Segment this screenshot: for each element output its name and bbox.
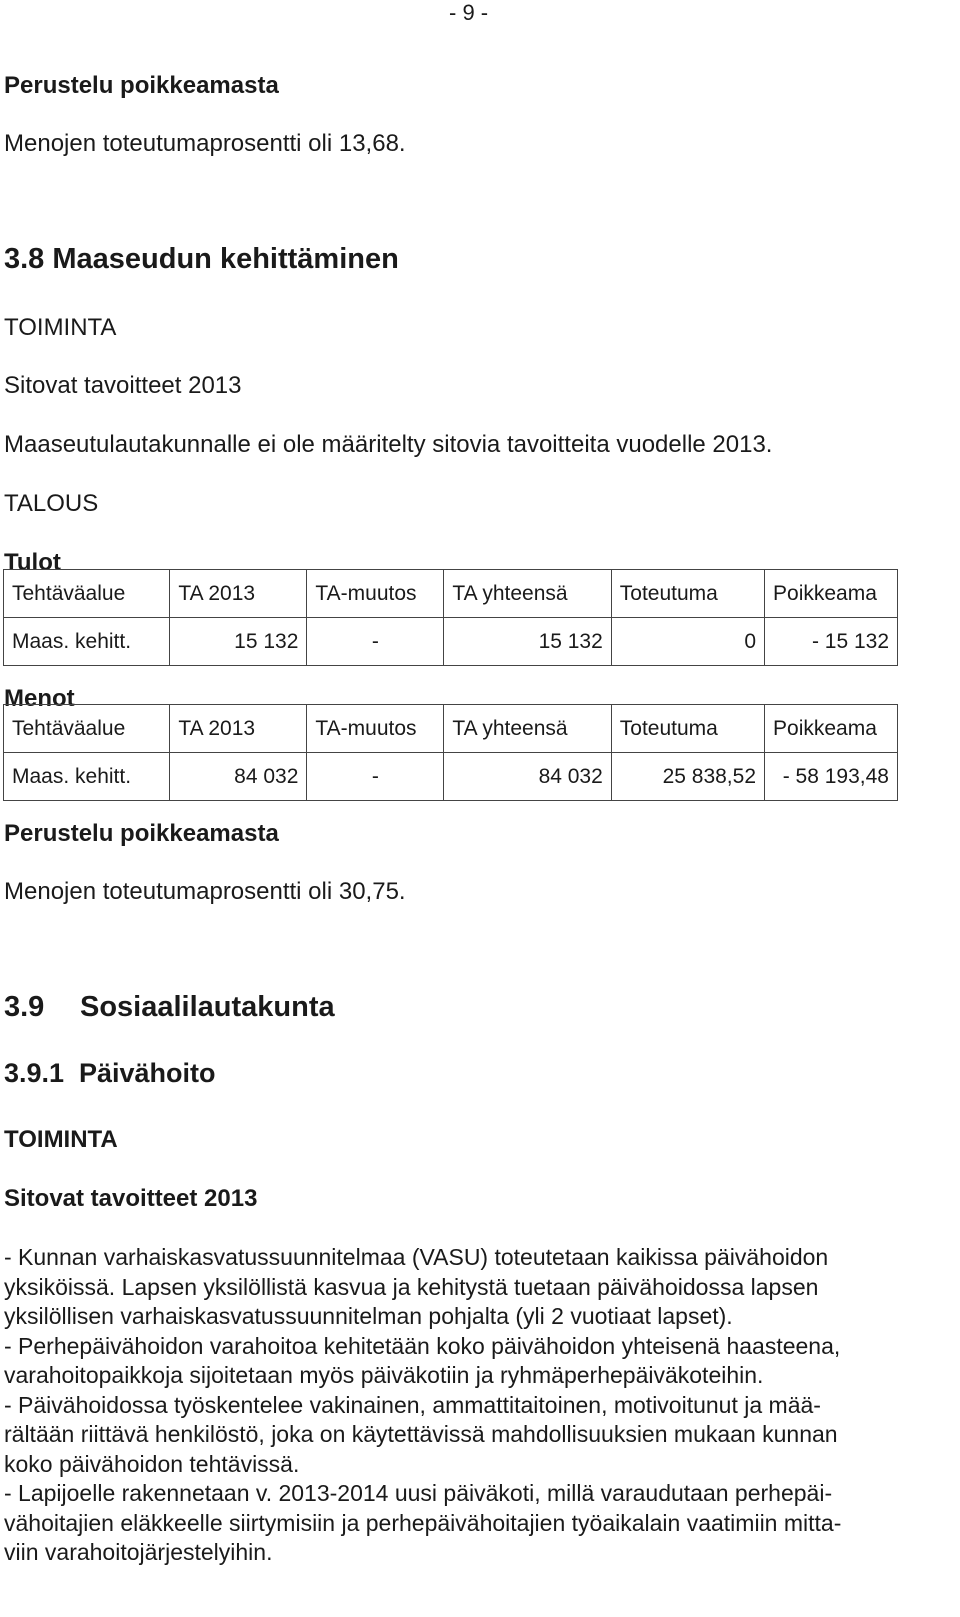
header-cell: Poikkeama <box>765 705 898 753</box>
goals-paragraph <box>4 1243 924 1568</box>
header-cell: TA yhteensä <box>444 570 611 618</box>
section-3-9-number: 3.9 <box>4 991 45 1023</box>
tulot-table <box>3 569 898 666</box>
text-line: - Lapijoelle rakennetaan v. 2013-2014 uusi päiväkoti, millä varaudutaan perhepäi- <box>4 1480 833 1506</box>
perustelu-heading-top: Perustelu poikkeamasta <box>4 72 279 99</box>
section-3-8-title: 3.8 Maaseudun kehittäminen <box>4 243 399 275</box>
table-cell: - <box>307 753 444 801</box>
header-cell: TA 2013 <box>170 570 307 618</box>
header-cell: Poikkeama <box>765 570 898 618</box>
header-cell: TA yhteensä <box>444 705 611 753</box>
toiminta-heading: TOIMINTA <box>4 314 117 341</box>
perustelu-text: Menojen toteutumaprosentti oli 30,75. <box>4 878 406 905</box>
text-line: vähoitajien eläkkeelle siirtymisiin ja perhepäivähoitajien työaikalain vaatimiin mitta- <box>4 1509 842 1536</box>
table-cell: 25 838,52 <box>611 753 764 801</box>
sitovat-text: Maaseutulautakunnalle ei ole määritelty sitovia tavoitteita vuodelle 2013. <box>4 431 773 458</box>
text-line: yksiköissä. Lapsen yksilöllistä kasvua ja kehitystä tuetaan päivähoidossa lapsen <box>4 1273 819 1300</box>
table-row <box>4 753 898 801</box>
table-cell: 0 <box>611 618 764 666</box>
section-3-9-title: Sosiaalilautakunta <box>80 991 335 1023</box>
table-row <box>4 618 898 666</box>
table-cell: 84 032 <box>444 753 611 801</box>
table-cell: Maas. kehitt. <box>4 618 170 666</box>
menot-label: Menot <box>4 685 75 712</box>
text-line: koko päivähoidon tehtävissä. <box>4 1450 300 1477</box>
text-line: - Päivähoidossa työskentelee vakinainen, ammattitaitoinen, motivoitunut ja mää- <box>4 1391 821 1418</box>
perustelu-heading: Perustelu poikkeamasta <box>4 820 279 847</box>
table-cell: - 15 132 <box>765 618 898 666</box>
table-cell: 84 032 <box>170 753 307 801</box>
table-cell: 15 132 <box>444 618 611 666</box>
perustelu-text-top: Menojen toteutumaprosentti oli 13,68. <box>4 130 406 157</box>
sitovat-heading: Sitovat tavoitteet 2013 <box>4 372 242 399</box>
toiminta-heading-2: TOIMINTA <box>4 1126 118 1153</box>
header-cell: TA 2013 <box>170 705 307 753</box>
tulot-label: Tulot <box>4 549 61 576</box>
table-cell: 15 132 <box>170 618 307 666</box>
header-cell: Tehtäväalue <box>4 705 170 753</box>
header-cell: Toteutuma <box>611 570 764 618</box>
table-cell: - <box>307 618 444 666</box>
talous-heading: TALOUS <box>4 490 99 517</box>
text-line: - Kunnan varhaiskasvatussuunnitelmaa (VASU) toteutetaan kaikissa päivähoidon <box>4 1244 829 1270</box>
table-cell: Maas. kehitt. <box>4 753 170 801</box>
page-number: - 9 - <box>449 0 489 25</box>
header-cell: TA-muutos <box>307 705 444 753</box>
text-line: - Perhepäivähoidon varahoitoa kehitetään koko päivähoidon yhteisenä haasteena, <box>4 1332 841 1359</box>
section-3-9-1-title: Päivähoito <box>79 1058 216 1088</box>
text-line: viin varahoitojärjestelyihin. <box>4 1539 273 1565</box>
header-cell: Toteutuma <box>611 705 764 753</box>
header-cell: Tehtäväalue <box>4 570 170 618</box>
table-cell: - 58 193,48 <box>765 753 898 801</box>
text-line: varahoitopaikkoja sijoitetaan myös päiväkotiin ja ryhmäperhepäiväkoteihin. <box>4 1362 764 1388</box>
sitovat-heading-2: Sitovat tavoitteet 2013 <box>4 1185 258 1212</box>
menot-table <box>3 704 898 801</box>
text-line: rältään riittävä henkilöstö, joka on käytettävissä mahdollisuuksien mukaan kunnan <box>4 1421 838 1447</box>
section-3-9-1-number: 3.9.1 <box>4 1058 65 1088</box>
table-header-row <box>4 570 898 618</box>
header-cell: TA-muutos <box>307 570 444 618</box>
table-header-row <box>4 705 898 753</box>
text-line: yksilöllisen varhaiskasvatussuunnitelman pohjalta (yli 2 vuotiaat lapset). <box>4 1303 733 1329</box>
